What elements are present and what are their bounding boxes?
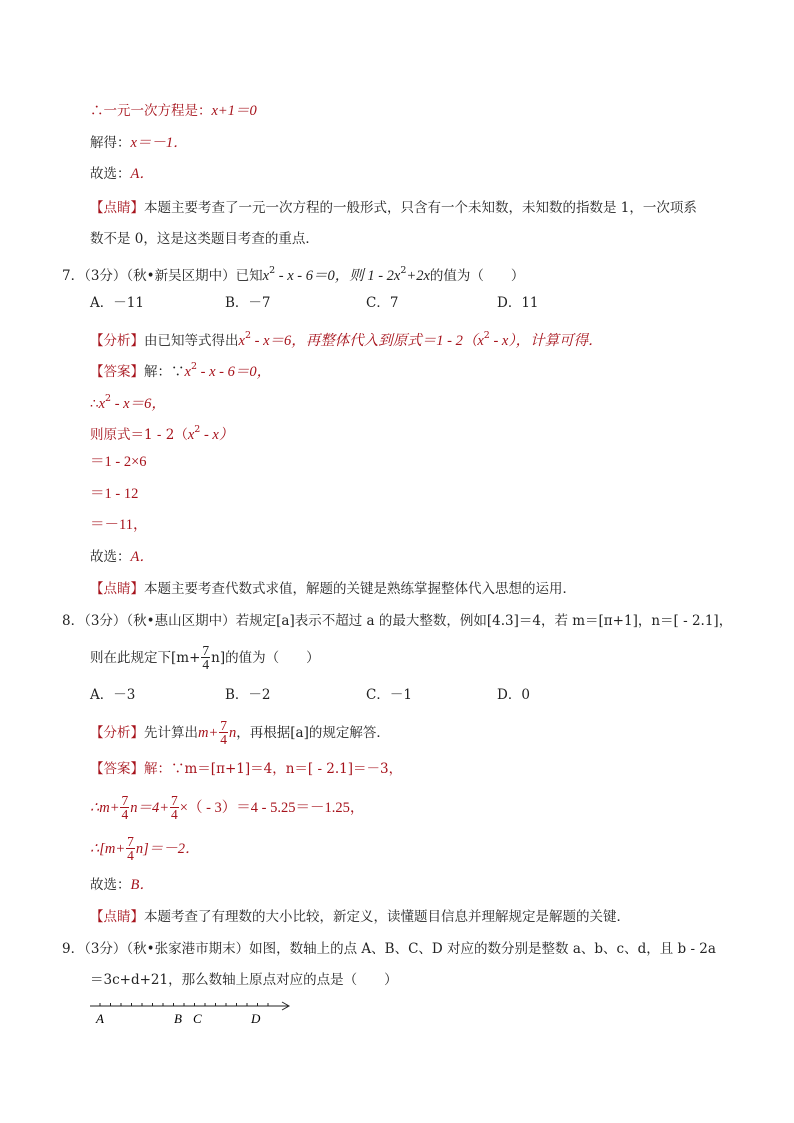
label-c: C	[193, 1011, 202, 1026]
text: 本题主要考查代数式求值，解题的关键是熟练掌握整体代入思想的运用．	[144, 581, 576, 597]
conclusion-line	[90, 102, 257, 120]
option-a[interactable]: A．－11	[90, 295, 144, 311]
q7-step-2: $\therefore x^2 - x=6$，	[90, 393, 166, 412]
q8-analysis	[90, 720, 390, 747]
math: +2x	[406, 268, 430, 284]
q7-answer: 【答案】解：$\because x^2 - x - 6=0$，	[90, 361, 272, 380]
text: 故选：	[90, 549, 131, 565]
math: n＝4+	[130, 800, 170, 816]
text: 由已知等式得出	[144, 333, 239, 349]
option-c[interactable]: C．－1	[366, 687, 412, 703]
q7-analysis: 【分析】由已知等式得出$x^2 - x=6$，再整体代入到原式$=1 - 2(x^2 - x)$，计算可得．	[90, 330, 603, 349]
question-number: 8．	[62, 613, 85, 629]
math: - x＝6，再整体代入到原式＝1 - 2（	[250, 333, 478, 349]
option-d[interactable]: D．0	[497, 687, 530, 703]
math: - x）	[200, 427, 234, 443]
text: 先计算出	[144, 725, 198, 741]
math: ×（ - 3）＝4 - 5.25＝－1.25，	[179, 800, 365, 816]
tag-dianjing: 【点睛】	[90, 909, 144, 925]
question-number: 7．	[62, 268, 85, 284]
math: x	[262, 268, 270, 284]
tag-daan: 【答案】	[90, 761, 144, 777]
question-9-stem-2	[90, 971, 398, 989]
text: 的值为（ ）	[429, 268, 525, 284]
math: n	[229, 725, 237, 741]
math: ∴m+	[90, 800, 120, 816]
text: 本题主要考查了一元一次方程的一般形式，只含有一个未知数，未知数的指数是 1，一次项系	[144, 200, 697, 216]
option-d[interactable]: D．11	[497, 295, 539, 311]
option-a[interactable]: A．－3	[90, 687, 136, 703]
fraction: $\frac{7}{4}$	[127, 834, 134, 863]
q8-comment	[90, 908, 630, 926]
q7-choose	[90, 548, 154, 566]
text: 数不是 0，这是这类题目考查的重点．	[90, 231, 319, 247]
q8-answer	[90, 760, 402, 778]
question-8-stem-2	[90, 645, 320, 672]
question-7-stem: 7．（3分）（秋•新吴区期中）已知$x^2 - x - 6=0$，则 $1 - 2x^2+2x$的值为（ ）	[62, 265, 525, 284]
tag-dianjing: 【点睛】	[90, 581, 144, 597]
text: 本题考查了有理数的大小比较，新定义，读懂题目信息并理解规定是解题的关键．	[144, 909, 630, 925]
q7-step-6: ＝－11，	[90, 517, 148, 533]
tag-fenxi: 【分析】	[90, 725, 144, 741]
math: - x - 6＝0，	[196, 364, 272, 380]
q7-step-3: 则原式$=1 - 2(x^2 - x)$	[90, 424, 234, 443]
text: 解：∵m＝[π+1]＝4，n＝[ - 2.1]＝－3，	[144, 761, 403, 777]
number-line	[88, 998, 298, 1028]
math: A．	[130, 549, 154, 565]
math: n]＝－2．	[135, 841, 200, 857]
question-8-stem	[62, 612, 732, 630]
math: - x），计算可得．	[489, 333, 603, 349]
question-number: 9．	[62, 941, 85, 957]
text: 解：∵	[144, 364, 185, 380]
math: x+1＝0	[211, 103, 257, 119]
text: ＝3c+d+21，那么数轴上原点对应的点是（ ）	[90, 972, 398, 988]
tag-fenxi: 【分析】	[90, 333, 144, 349]
fraction: $\frac{7}{4}$	[202, 643, 210, 672]
text: 解得：	[90, 135, 131, 151]
text: 则在此规定下[m+	[90, 650, 201, 666]
label-b: B	[174, 1011, 182, 1026]
text: ∴一元一次方程是：	[90, 103, 212, 119]
text: ∴	[90, 396, 99, 412]
option-c[interactable]: C．7	[366, 295, 399, 311]
comment-line-2	[90, 230, 319, 248]
text: （3分）（秋•惠山区期中）若规定[a]表示不超过 a 的最大整数，例如[4.3]＝4，若 m＝[π+1]，n＝[ - 2.1]，	[84, 613, 733, 629]
math: B．	[130, 877, 154, 893]
q8-step-2	[90, 795, 364, 822]
math: - x＝6，	[111, 396, 166, 412]
label-a: A	[96, 1011, 104, 1026]
text: 故选：	[90, 166, 131, 182]
text: （3分）（秋•张家港市期末）如图，数轴上的点 A、B、C、D 对应的数分别是整数 a、b、c、d，且 b - 2a	[84, 941, 716, 957]
text: ，再根据[a]的规定解答．	[236, 725, 390, 741]
text: 故选：	[90, 877, 131, 893]
text: 则原式＝1 - 2（	[90, 427, 188, 443]
choose-line	[90, 165, 154, 183]
solve-line	[90, 134, 188, 152]
option-b[interactable]: B．－2	[225, 687, 271, 703]
q7-comment	[90, 580, 576, 598]
math: - x - 6＝0，则 1 - 2x	[275, 268, 401, 284]
q7-step-5: ＝1 - 12	[90, 486, 139, 502]
question-9-stem	[62, 940, 716, 958]
math: x＝－1．	[130, 135, 188, 151]
q8-choose	[90, 876, 154, 894]
q8-step-3	[90, 836, 200, 863]
comment-line-1	[90, 199, 697, 217]
label-d: D	[251, 1011, 261, 1026]
option-b[interactable]: B．－7	[225, 295, 271, 311]
fraction: $\frac{7}{4}$	[171, 793, 178, 822]
math: A．	[130, 166, 154, 182]
math: m+	[198, 725, 219, 741]
tag-daan: 【答案】	[90, 364, 144, 380]
q7-step-4: ＝1 - 2×6	[90, 454, 147, 470]
tag-dianjing: 【点睛】	[90, 200, 144, 216]
fraction: $\frac{7}{4}$	[220, 718, 228, 747]
fraction: $\frac{7}{4}$	[121, 793, 129, 822]
text: n]的值为（ ）	[211, 650, 320, 666]
text: （3分）（秋•新吴区期中）已知	[84, 268, 263, 284]
math: ∴[m+	[90, 841, 126, 857]
